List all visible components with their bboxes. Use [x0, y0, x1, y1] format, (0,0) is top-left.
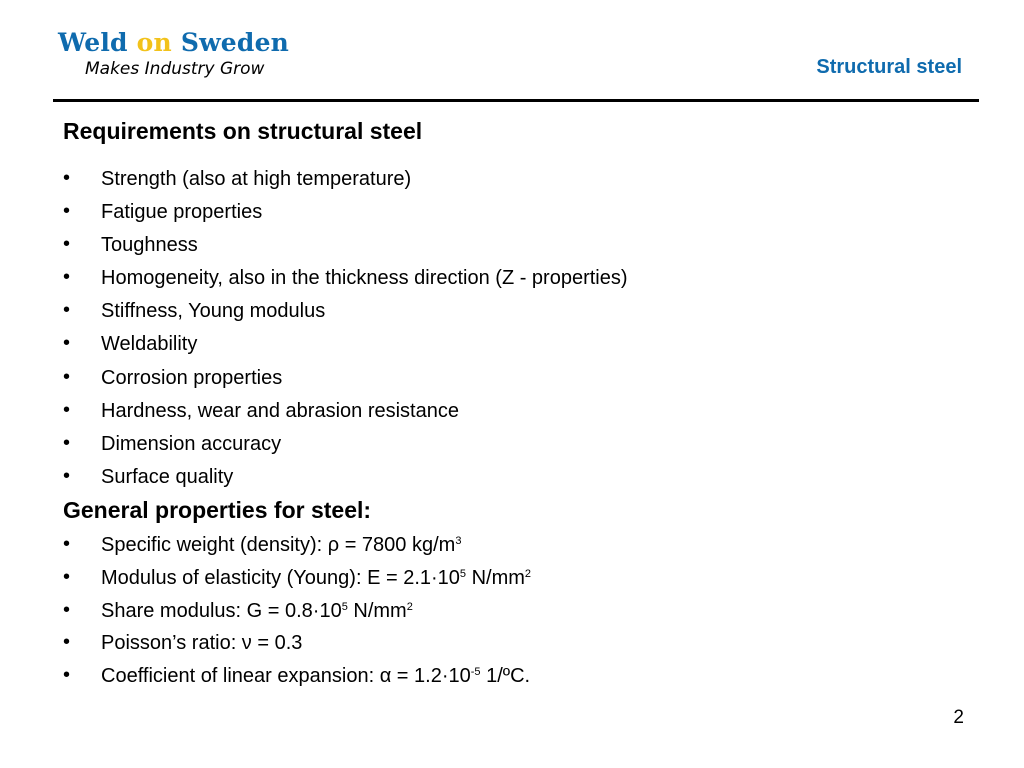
list-item-text: Fatigue properties [101, 201, 263, 224]
bullet-icon: • [63, 664, 71, 687]
property-superscript: -5 [470, 666, 481, 679]
weld-on-sweden-logo [58, 28, 289, 58]
list-item-text [101, 600, 413, 622]
bullet-icon: • [63, 565, 71, 588]
bullet-icon: • [63, 533, 71, 555]
header-divider [53, 99, 979, 102]
bullet-icon: • [63, 598, 71, 621]
property-superscript: 2 [524, 567, 532, 580]
property-text: Specific weight (density): ρ = 7800 kg/m [101, 534, 456, 556]
list-item-text: Weldability [101, 333, 198, 356]
properties-heading: General properties for steel: [63, 497, 372, 523]
property-text-tail: N/mm [347, 599, 407, 622]
logo-word-weld: Weld [58, 28, 128, 57]
property-text: Coefficient of linear expansion: α = 1.2·10 [101, 665, 471, 688]
list-item-text: Stiffness, Young modulus [101, 300, 326, 323]
logo-tagline: Makes Industry Grow [85, 59, 265, 79]
bullet-icon: • [63, 431, 71, 454]
property-text: Share modulus: G = 0.8·10 [101, 599, 342, 622]
property-superscript: 5 [341, 600, 348, 613]
property-text: Modulus of elasticity (Young): E = 2.1·10 [101, 566, 460, 589]
property-text: Poisson’s ratio: ν = 0.3 [101, 632, 303, 655]
bullet-icon: • [63, 398, 71, 421]
list-item-text: Toughness [101, 234, 198, 257]
bullet-icon: • [63, 200, 71, 223]
list-item-text [101, 632, 302, 654]
property-superscript: 5 [459, 567, 467, 580]
logo-word-sweden: Sweden [180, 28, 290, 57]
property-superscript: 3 [455, 535, 462, 547]
bullet-icon: • [63, 167, 71, 189]
property-text-tail: N/mm [466, 566, 525, 589]
list-item-text: Surface quality [101, 465, 234, 488]
list-item-text [101, 567, 531, 589]
list-item-text: Hardness, wear and abrasion resistance [101, 399, 459, 422]
property-text-tail: 1/ºC. [480, 665, 531, 688]
property-superscript: 2 [406, 600, 413, 613]
list-item-text: Corrosion properties [101, 366, 283, 389]
list-item-text: Strength (also at high temperature) [101, 168, 412, 190]
list-item-text: Homogeneity, also in the thickness direction (Z - properties) [101, 267, 628, 290]
list-item-text [101, 665, 530, 687]
bullet-icon: • [63, 233, 71, 256]
bullet-icon: • [63, 299, 71, 322]
logo-word-on: on [136, 28, 172, 57]
bullet-icon: • [63, 266, 71, 289]
section-title: Structural steel [816, 56, 962, 78]
bullet-icon: • [63, 631, 71, 654]
page-number: 2 [953, 707, 964, 728]
bullet-icon: • [63, 332, 71, 355]
bullet-icon: • [63, 365, 71, 388]
list-item-text: Dimension accuracy [101, 432, 282, 455]
bullet-icon: • [63, 464, 71, 487]
requirements-heading: Requirements on structural steel [63, 118, 423, 144]
logo-wordmark [58, 28, 289, 58]
list-item-text [101, 534, 461, 556]
